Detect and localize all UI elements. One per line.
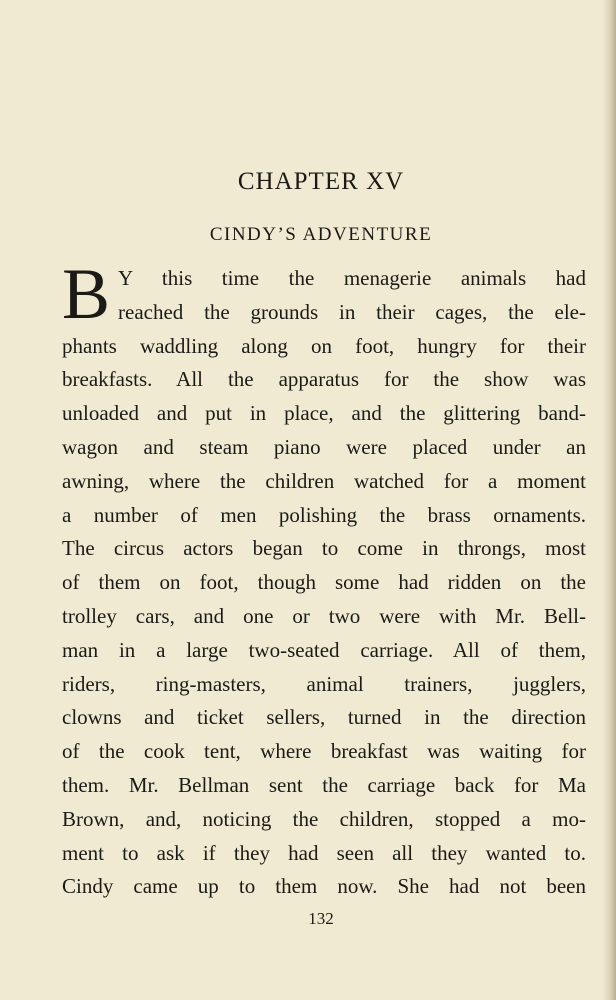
text-line: phants waddling along on foot, hungry for their: [62, 333, 586, 358]
text-line: them. Mr. Bellman sent the carriage back for Ma: [62, 772, 586, 797]
text-line: awning, where the children watched for a moment: [62, 468, 586, 493]
page-number: 132: [308, 909, 334, 928]
text-line: a number of men polishing the brass ornaments.: [62, 502, 586, 527]
page-edge-shadow: [602, 0, 616, 1000]
text-line: man in a large two-seated carriage. All of them,: [62, 637, 586, 662]
text-line: clowns and ticket sellers, turned in the direction: [62, 705, 586, 730]
text-line: riders, ring-masters, animal trainers, jugglers,: [62, 671, 586, 696]
text-line: unloaded and put in place, and the glittering band-: [62, 401, 586, 426]
text-line: The circus actors began to come in throngs, most: [62, 536, 586, 561]
text-line: trolley cars, and one or two were with Mr. Bell-: [62, 603, 586, 628]
text-line: of them on foot, though some had ridden on the: [62, 570, 586, 595]
chapter-title: CHAPTER XV: [237, 168, 405, 195]
text-line: Y this time the menagerie animals had: [118, 266, 586, 290]
chapter-subtitle: CINDY’S ADVENTURE: [209, 224, 433, 245]
text-line: of the cook tent, where breakfast was waiting for: [62, 739, 586, 764]
body-text: [62, 262, 586, 904]
text-line: reached the grounds in their cages, the ele-: [118, 299, 586, 324]
text-line: Cindy came up to them now. She had not been: [62, 874, 586, 899]
text-line: wagon and steam piano were placed under an: [62, 434, 586, 459]
text-line: Brown, and, noticing the children, stopped a mo-: [62, 806, 586, 831]
drop-cap: B: [62, 254, 111, 334]
text-line: breakfasts. All the apparatus for the show was: [62, 367, 586, 392]
text-line: ment to ask if they had seen all they wanted to.: [62, 840, 586, 865]
